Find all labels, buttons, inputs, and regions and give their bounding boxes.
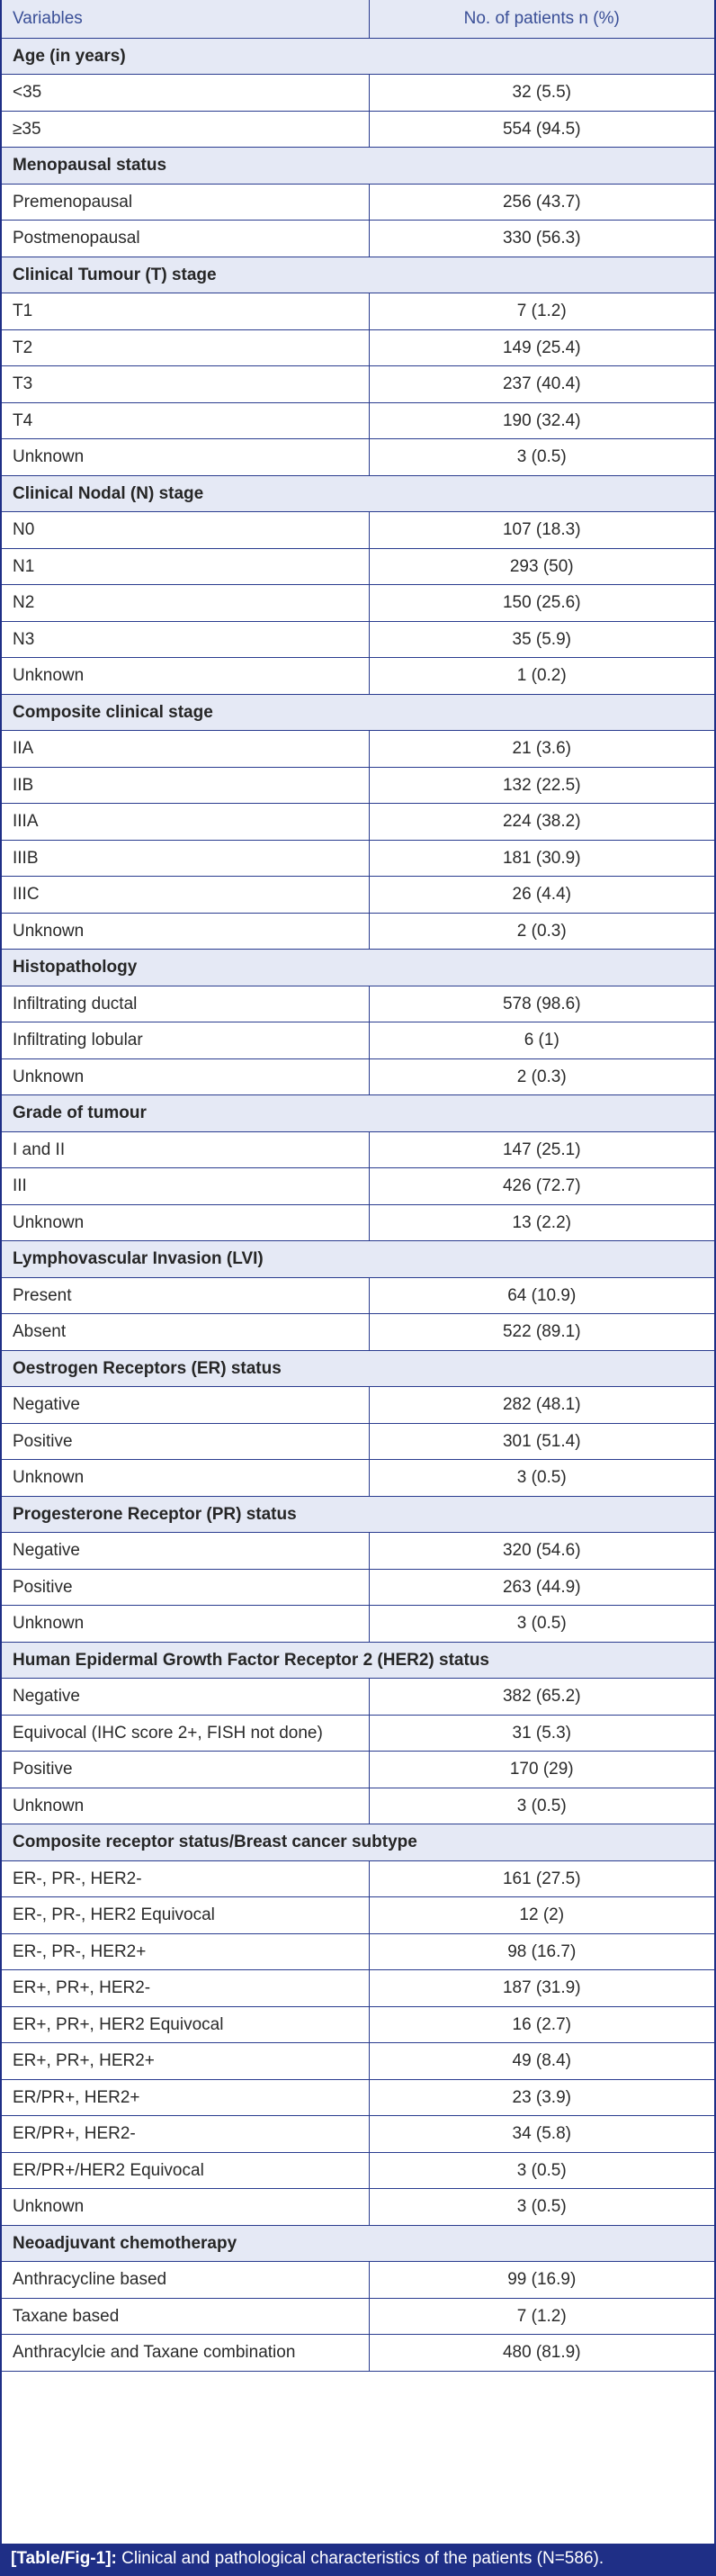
row-value: 34 (5.8) [369, 2116, 714, 2153]
row-label: T4 [2, 402, 369, 439]
row-label: IIIB [2, 840, 369, 877]
table-row [2, 1897, 714, 1934]
section-title: Clinical Nodal (N) stage [2, 475, 714, 512]
section-row [2, 1241, 714, 1278]
row-value: 6 (1) [369, 1022, 714, 1059]
row-label: ER/PR+, HER2- [2, 2116, 369, 2153]
row-value: 99 (16.9) [369, 2262, 714, 2299]
table-row [2, 2298, 714, 2335]
characteristics-table [2, 0, 714, 2372]
row-label: T1 [2, 293, 369, 330]
row-value: 224 (38.2) [369, 804, 714, 841]
row-value: 161 (27.5) [369, 1860, 714, 1897]
section-row [2, 257, 714, 293]
row-label: Premenopausal [2, 184, 369, 221]
row-label: Unknown [2, 1606, 369, 1643]
section-title: Age (in years) [2, 38, 714, 75]
row-value: 282 (48.1) [369, 1387, 714, 1424]
table-row [2, 1022, 714, 1059]
row-label: IIIC [2, 877, 369, 914]
section-title: Oestrogen Receptors (ER) status [2, 1350, 714, 1387]
row-label: Taxane based [2, 2298, 369, 2335]
row-label: Infiltrating lobular [2, 1022, 369, 1059]
table-row [2, 2043, 714, 2080]
row-value: 426 (72.7) [369, 1168, 714, 1205]
row-value: 554 (94.5) [369, 111, 714, 148]
row-label: Negative [2, 1387, 369, 1424]
row-label: N2 [2, 585, 369, 622]
row-label: Negative [2, 1533, 369, 1570]
row-value: 237 (40.4) [369, 366, 714, 403]
row-value: 170 (29) [369, 1752, 714, 1788]
row-value: 330 (56.3) [369, 221, 714, 257]
row-value: 3 (0.5) [369, 1460, 714, 1497]
row-label: Unknown [2, 913, 369, 950]
row-value: 320 (54.6) [369, 1533, 714, 1570]
row-label: Equivocal (IHC score 2+, FISH not done) [2, 1715, 369, 1752]
table-row [2, 1788, 714, 1824]
row-label: IIB [2, 767, 369, 804]
row-value: 263 (44.9) [369, 1569, 714, 1606]
row-value: 293 (50) [369, 548, 714, 585]
section-row [2, 475, 714, 512]
table-row [2, 1387, 714, 1424]
row-label: Infiltrating ductal [2, 986, 369, 1022]
row-label: ER+, PR+, HER2 Equivocal [2, 2006, 369, 2043]
section-row [2, 148, 714, 185]
table-row [2, 1204, 714, 1241]
row-label: ≥35 [2, 111, 369, 148]
row-value: 181 (30.9) [369, 840, 714, 877]
row-label: Absent [2, 1314, 369, 1351]
table-row [2, 1679, 714, 1716]
row-label: ER/PR+/HER2 Equivocal [2, 2152, 369, 2189]
table-row [2, 548, 714, 585]
section-title: Composite clinical stage [2, 694, 714, 731]
header-patients: No. of patients n (%) [369, 0, 714, 38]
row-label: IIA [2, 731, 369, 768]
table-row [2, 731, 714, 768]
table-row [2, 293, 714, 330]
row-value: 187 (31.9) [369, 1970, 714, 2007]
row-value: 23 (3.9) [369, 2079, 714, 2116]
row-value: 149 (25.4) [369, 329, 714, 366]
row-value: 64 (10.9) [369, 1277, 714, 1314]
row-value: 522 (89.1) [369, 1314, 714, 1351]
section-title: Grade of tumour [2, 1095, 714, 1132]
table-row [2, 986, 714, 1022]
table-row [2, 221, 714, 257]
section-row [2, 1824, 714, 1861]
section-row [2, 694, 714, 731]
row-label: Postmenopausal [2, 221, 369, 257]
table-row [2, 1569, 714, 1606]
row-value: 98 (16.7) [369, 1933, 714, 1970]
row-value: 21 (3.6) [369, 731, 714, 768]
row-value: 3 (0.5) [369, 1606, 714, 1643]
row-label: Anthracylcie and Taxane combination [2, 2335, 369, 2372]
table-row [2, 804, 714, 841]
row-value: 7 (1.2) [369, 293, 714, 330]
table-row [2, 366, 714, 403]
row-value: 2 (0.3) [369, 1058, 714, 1095]
row-label: N3 [2, 621, 369, 658]
section-title: Neoadjuvant chemotherapy [2, 2225, 714, 2262]
row-label: T2 [2, 329, 369, 366]
table-row [2, 1533, 714, 1570]
row-value: 3 (0.5) [369, 439, 714, 476]
row-label: Present [2, 1277, 369, 1314]
table-row [2, 2006, 714, 2043]
table-row [2, 658, 714, 695]
table-row [2, 2079, 714, 2116]
table-row [2, 2116, 714, 2153]
table-row [2, 1606, 714, 1643]
row-value: 49 (8.4) [369, 2043, 714, 2080]
table-row [2, 913, 714, 950]
row-label: <35 [2, 75, 369, 112]
table-row [2, 1460, 714, 1497]
section-title: Composite receptor status/Breast cancer subtype [2, 1824, 714, 1861]
row-value: 31 (5.3) [369, 1715, 714, 1752]
table-row [2, 1131, 714, 1168]
section-row [2, 1350, 714, 1387]
section-title: Menopausal status [2, 148, 714, 185]
row-value: 107 (18.3) [369, 512, 714, 549]
row-value: 12 (2) [369, 1897, 714, 1934]
row-label: Unknown [2, 1058, 369, 1095]
table-body [2, 38, 714, 2371]
section-row [2, 1496, 714, 1533]
section-row [2, 950, 714, 986]
section-row [2, 2225, 714, 2262]
table-row [2, 1970, 714, 2007]
caption-text: Clinical and pathological characteristics of the patients (N=586). [116, 2549, 604, 2568]
section-title: Lymphovascular Invasion (LVI) [2, 1241, 714, 1278]
row-value: 3 (0.5) [369, 2189, 714, 2226]
row-label: ER-, PR-, HER2- [2, 1860, 369, 1897]
table-row [2, 1860, 714, 1897]
table-row [2, 2189, 714, 2226]
row-label: I and II [2, 1131, 369, 1168]
table-row [2, 1314, 714, 1351]
row-value: 150 (25.6) [369, 585, 714, 622]
row-value: 16 (2.7) [369, 2006, 714, 2043]
section-row [2, 1642, 714, 1679]
row-label: ER/PR+, HER2+ [2, 2079, 369, 2116]
row-value: 3 (0.5) [369, 1788, 714, 1824]
table-row [2, 402, 714, 439]
row-label: ER-, PR-, HER2 Equivocal [2, 1897, 369, 1934]
table-row [2, 75, 714, 112]
table-row [2, 2335, 714, 2372]
section-title: Human Epidermal Growth Factor Receptor 2 (HER2) status [2, 1642, 714, 1679]
row-label: Unknown [2, 658, 369, 695]
row-value: 1 (0.2) [369, 658, 714, 695]
row-label: Unknown [2, 1460, 369, 1497]
row-value: 7 (1.2) [369, 2298, 714, 2335]
table-row [2, 1277, 714, 1314]
section-row [2, 38, 714, 75]
row-value: 256 (43.7) [369, 184, 714, 221]
row-value: 578 (98.6) [369, 986, 714, 1022]
row-value: 2 (0.3) [369, 913, 714, 950]
row-label: Unknown [2, 1204, 369, 1241]
table-row [2, 1058, 714, 1095]
row-value: 147 (25.1) [369, 1131, 714, 1168]
row-label: Positive [2, 1752, 369, 1788]
row-value: 480 (81.9) [369, 2335, 714, 2372]
table-row [2, 1168, 714, 1205]
row-label: Positive [2, 1423, 369, 1460]
table-row [2, 329, 714, 366]
section-title: Clinical Tumour (T) stage [2, 257, 714, 293]
table-row [2, 2152, 714, 2189]
row-label: IIIA [2, 804, 369, 841]
row-label: N0 [2, 512, 369, 549]
section-row [2, 1095, 714, 1132]
table-row [2, 111, 714, 148]
header-variables: Variables [2, 0, 369, 38]
table-row [2, 1752, 714, 1788]
row-value: 301 (51.4) [369, 1423, 714, 1460]
row-value: 26 (4.4) [369, 877, 714, 914]
row-label: T3 [2, 366, 369, 403]
table-row [2, 767, 714, 804]
table-row [2, 585, 714, 622]
table-row [2, 2262, 714, 2299]
table-caption [2, 2544, 714, 2574]
row-label: Unknown [2, 439, 369, 476]
table-row [2, 621, 714, 658]
row-value: 132 (22.5) [369, 767, 714, 804]
row-label: Unknown [2, 1788, 369, 1824]
section-title: Histopathology [2, 950, 714, 986]
row-value: 35 (5.9) [369, 621, 714, 658]
table-row [2, 1933, 714, 1970]
caption-label: [Table/Fig-1]: [11, 2549, 117, 2568]
row-value: 13 (2.2) [369, 1204, 714, 1241]
table-header-row [2, 0, 714, 38]
table-row [2, 439, 714, 476]
table-row [2, 840, 714, 877]
table-row [2, 184, 714, 221]
row-value: 382 (65.2) [369, 1679, 714, 1716]
row-label: Anthracycline based [2, 2262, 369, 2299]
row-label: Negative [2, 1679, 369, 1716]
table-row [2, 877, 714, 914]
row-value: 32 (5.5) [369, 75, 714, 112]
row-label: ER+, PR+, HER2- [2, 1970, 369, 2007]
row-label: N1 [2, 548, 369, 585]
row-label: Unknown [2, 2189, 369, 2226]
row-value: 3 (0.5) [369, 2152, 714, 2189]
section-title: Progesterone Receptor (PR) status [2, 1496, 714, 1533]
row-label: ER-, PR-, HER2+ [2, 1933, 369, 1970]
row-value: 190 (32.4) [369, 402, 714, 439]
table-row [2, 1423, 714, 1460]
row-label: Positive [2, 1569, 369, 1606]
table-row [2, 1715, 714, 1752]
row-label: III [2, 1168, 369, 1205]
table-row [2, 512, 714, 549]
row-label: ER+, PR+, HER2+ [2, 2043, 369, 2080]
